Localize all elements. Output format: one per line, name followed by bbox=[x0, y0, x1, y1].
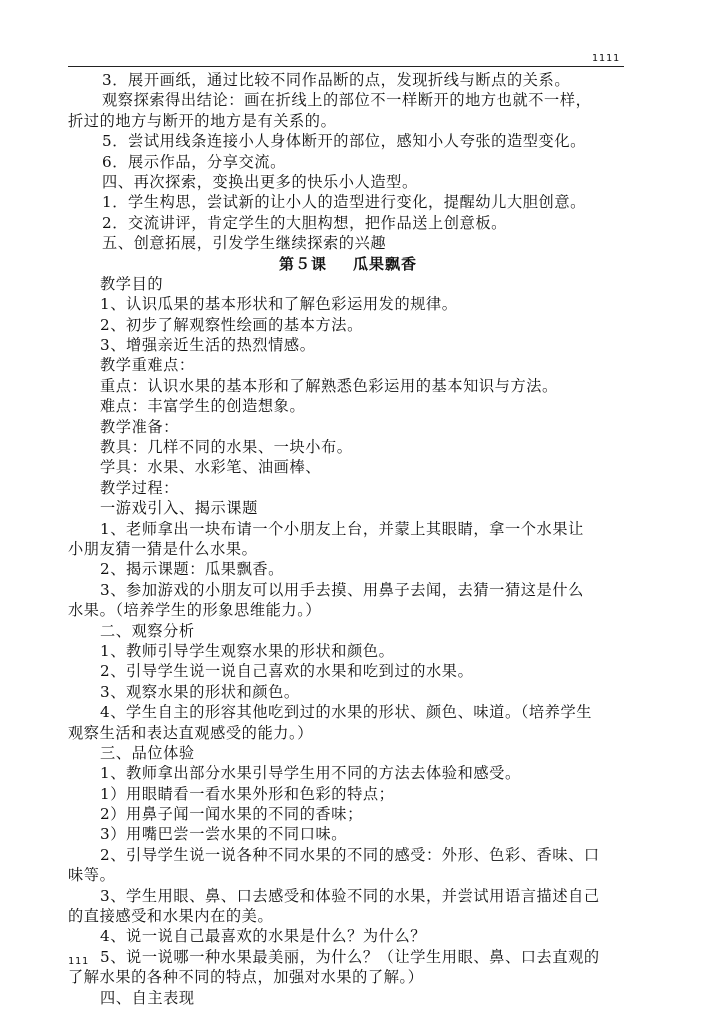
paragraph-line: 2、揭示课题：瓜果飘香。 bbox=[100, 560, 284, 579]
paragraph-line: 教具：几样不同的水果、一块小布。 bbox=[100, 438, 353, 457]
paragraph-line: 4、学生自主的形容其他吃到过的水果的形状、颜色、味道。（培养学生 bbox=[100, 703, 593, 722]
paragraph-line: 1）用眼睛看一看水果外形和色彩的特点； bbox=[100, 784, 395, 803]
paragraph-line: 2、引导学生说一说各种不同水果的不同的感受：外形、色彩、香味、口 bbox=[100, 845, 600, 864]
paragraph-line: 味等。 bbox=[68, 866, 116, 885]
paragraph-line: 1、教师拿出部分水果引导学生用不同的方法去体验和感受。 bbox=[100, 764, 521, 783]
paragraph-line: 2、引导学生说一说自己喜欢的水果和吃到过的水果。 bbox=[100, 662, 474, 681]
header-page-number: 1111 bbox=[591, 53, 620, 64]
paragraph-line: 1、老师拿出一块布请一个小朋友上台，并蒙上其眼睛，拿一个水果让 bbox=[100, 519, 584, 538]
paragraph-line: 1、认识瓜果的基本形状和了解色彩运用发的规律。 bbox=[100, 295, 458, 314]
paragraph-line: 3）用嘴巴尝一尝水果的不同口味。 bbox=[100, 825, 348, 844]
lesson-title: 瓜果飘香 bbox=[353, 254, 418, 273]
paragraph-line: 3、增强亲近生活的热烈情感。 bbox=[100, 336, 316, 355]
paragraph-line: 五、创意拓展，引发学生继续探索的兴趣 bbox=[102, 234, 387, 253]
paragraph-line: 3、观察水果的形状和颜色。 bbox=[100, 682, 300, 701]
paragraph-line: 3．展开画纸，通过比较不同作品断的点，发现折线与断点的关系。 bbox=[102, 71, 571, 89]
paragraph-line: 2）用鼻子闻一闻水果的不同的香味； bbox=[100, 805, 363, 824]
paragraph-line: 四、自主表现 bbox=[100, 988, 195, 1007]
paragraph-line: 观察探索得出结论：画在折线上的部位不一样断开的地方也就不一样， bbox=[102, 91, 592, 110]
paragraph-line: 2、初步了解观察性绘画的基本方法。 bbox=[100, 315, 363, 334]
paragraph-line: 3、参加游戏的小朋友可以用手去摸、用鼻子去闻，去猜一猜这是什么 bbox=[100, 580, 584, 599]
paragraph-line: 教学重难点： bbox=[100, 356, 195, 375]
paragraph-line: 二、观察分析 bbox=[100, 621, 195, 640]
paragraph-line: 三、品位体验 bbox=[100, 743, 195, 762]
paragraph-line: 5．尝试用线条连接小人身体断开的部位，感知小人夸张的造型变化。 bbox=[102, 132, 586, 151]
paragraph-line: 观察生活和表达直观感受的能力。） bbox=[68, 723, 313, 742]
paragraph-line: 4、说一说自己最喜欢的水果是什么？为什么？ bbox=[100, 927, 427, 946]
paragraph-line: 一游戏引入、揭示课题 bbox=[100, 499, 258, 518]
paragraph-line: 2．交流讲评，肯定学生的大胆构想，把作品送上创意板。 bbox=[102, 213, 507, 232]
document-body bbox=[68, 70, 628, 1008]
paragraph-line: 教学目的 bbox=[100, 274, 164, 293]
paragraph-line: 教学准备： bbox=[100, 417, 179, 436]
paragraph-line: 水果。（培养学生的形象思维能力。） bbox=[68, 601, 322, 620]
lesson-label: 第５课 bbox=[278, 254, 327, 273]
paragraph-line: 学具：水果、水彩笔、油画棒、 bbox=[100, 458, 322, 477]
paragraph-line: 了解水果的各种不同的特点，加强对水果的了解。） bbox=[68, 968, 424, 987]
paragraph-line: 重点：认识水果的基本形和了解熟悉色彩运用的基本知识与方法。 bbox=[100, 376, 558, 395]
paragraph-line: 1、教师引导学生观察水果的形状和颜色。 bbox=[100, 641, 395, 660]
paragraph-line: 的直接感受和水果内在的美。 bbox=[68, 907, 274, 926]
footer-page-number: 111 bbox=[68, 956, 90, 967]
lesson-heading bbox=[68, 254, 628, 274]
header-rule bbox=[68, 66, 624, 67]
paragraph-line: 难点：丰富学生的创造想象。 bbox=[100, 397, 306, 416]
paragraph-line: 教学过程： bbox=[100, 478, 179, 497]
paragraph-line: 1．学生构思，尝试新的让小人的造型进行变化，提醒幼儿大胆创意。 bbox=[102, 193, 586, 212]
paragraph-line: 3、学生用眼、鼻、口去感受和体验不同的水果，并尝试用语言描述自己 bbox=[100, 886, 600, 905]
paragraph-line: 6．展示作品，分享交流。 bbox=[102, 152, 286, 171]
paragraph-line: 四、再次探索，变换出更多的快乐小人造型。 bbox=[102, 172, 418, 191]
paragraph-line: 5、说一说哪一种水果最美丽，为什么？（让学生用眼、鼻、口去直观的 bbox=[100, 947, 600, 966]
paragraph-line: 小朋友猜一猜是什么水果。 bbox=[68, 539, 258, 558]
paragraph-line: 折过的地方与断开的地方是有关系的。 bbox=[68, 111, 337, 130]
